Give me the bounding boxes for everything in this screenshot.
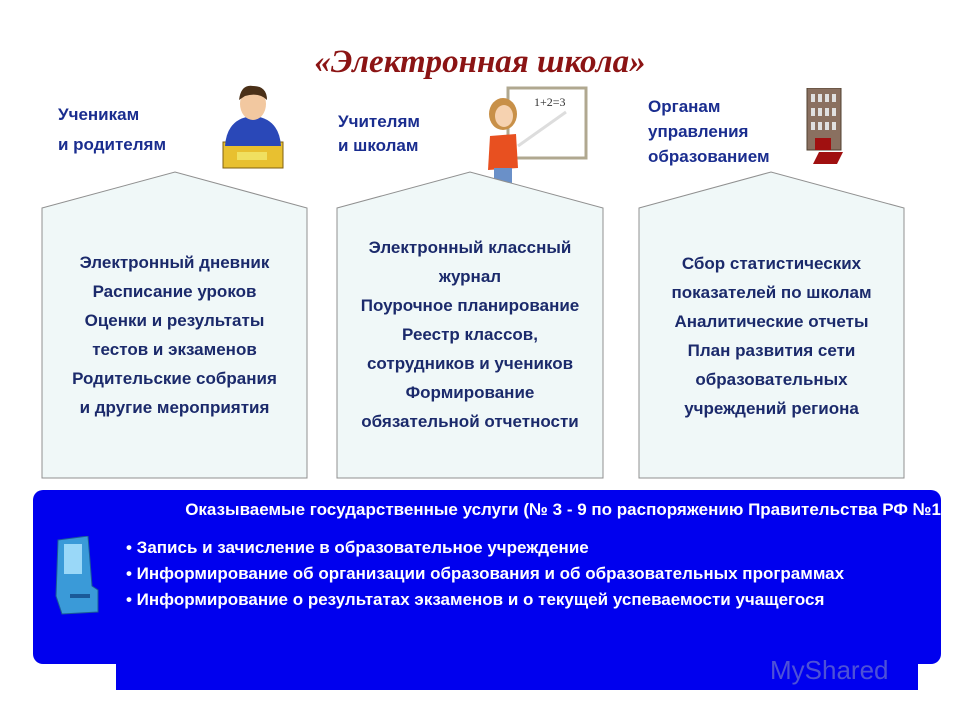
- feature-item: Аналитические отчеты: [674, 312, 869, 331]
- feature-item: План развития сети: [687, 341, 856, 360]
- feature-item: Формирование: [405, 383, 535, 402]
- feature-item: Сбор статистических: [681, 254, 862, 273]
- label-line: Органам: [648, 97, 721, 116]
- service-item: • Запись и зачисление в образовательное учреждение: [126, 538, 589, 557]
- services-list: [126, 535, 926, 613]
- feature-item: и другие мероприятия: [79, 398, 270, 417]
- feature-item: Поурочное планирование: [360, 296, 580, 315]
- feature-item: показателей по школам: [671, 283, 872, 302]
- kiosk-icon: [52, 536, 104, 616]
- authorities-features: [639, 249, 904, 423]
- label-line: Учителям: [338, 112, 420, 131]
- feature-item: Оценки и результаты: [84, 311, 265, 330]
- feature-item: Электронный классный: [368, 238, 572, 257]
- feature-item: тестов и экзаменов: [92, 340, 257, 359]
- feature-item: обязательной отчетности: [361, 412, 579, 431]
- students-features: [42, 248, 307, 422]
- label-line: и родителям: [58, 135, 167, 154]
- feature-item: сотрудников и учеников: [366, 354, 574, 373]
- feature-item: Родительские собрания: [72, 369, 277, 388]
- board-text: 1+2=3: [534, 95, 566, 109]
- feature-item: образовательных: [695, 370, 848, 389]
- label-line: Ученикам: [58, 105, 140, 124]
- service-item: • Информирование о результатах экзаменов и о текущей успеваемости учащегося: [126, 590, 825, 609]
- watermark: MyShared: [770, 655, 889, 685]
- label-line: и школам: [338, 136, 419, 155]
- feature-item: Реестр классов,: [402, 325, 538, 344]
- feature-item: журнал: [438, 267, 502, 286]
- feature-item: Электронный дневник: [79, 253, 270, 272]
- slide-title: «Электронная школа»: [314, 44, 646, 80]
- label-line: образованием: [648, 147, 770, 166]
- feature-item: Расписание уроков: [92, 282, 257, 301]
- feature-item: учреждений региона: [684, 399, 859, 418]
- teachers-features: [334, 233, 606, 436]
- services-title: Оказываемые государственные услуги (№ 3 - 9 по распоряжению Правительства РФ №1: [185, 500, 941, 519]
- label-line: управления: [648, 122, 749, 141]
- service-item: • Информирование об организации образования и об образовательных программах: [126, 564, 845, 583]
